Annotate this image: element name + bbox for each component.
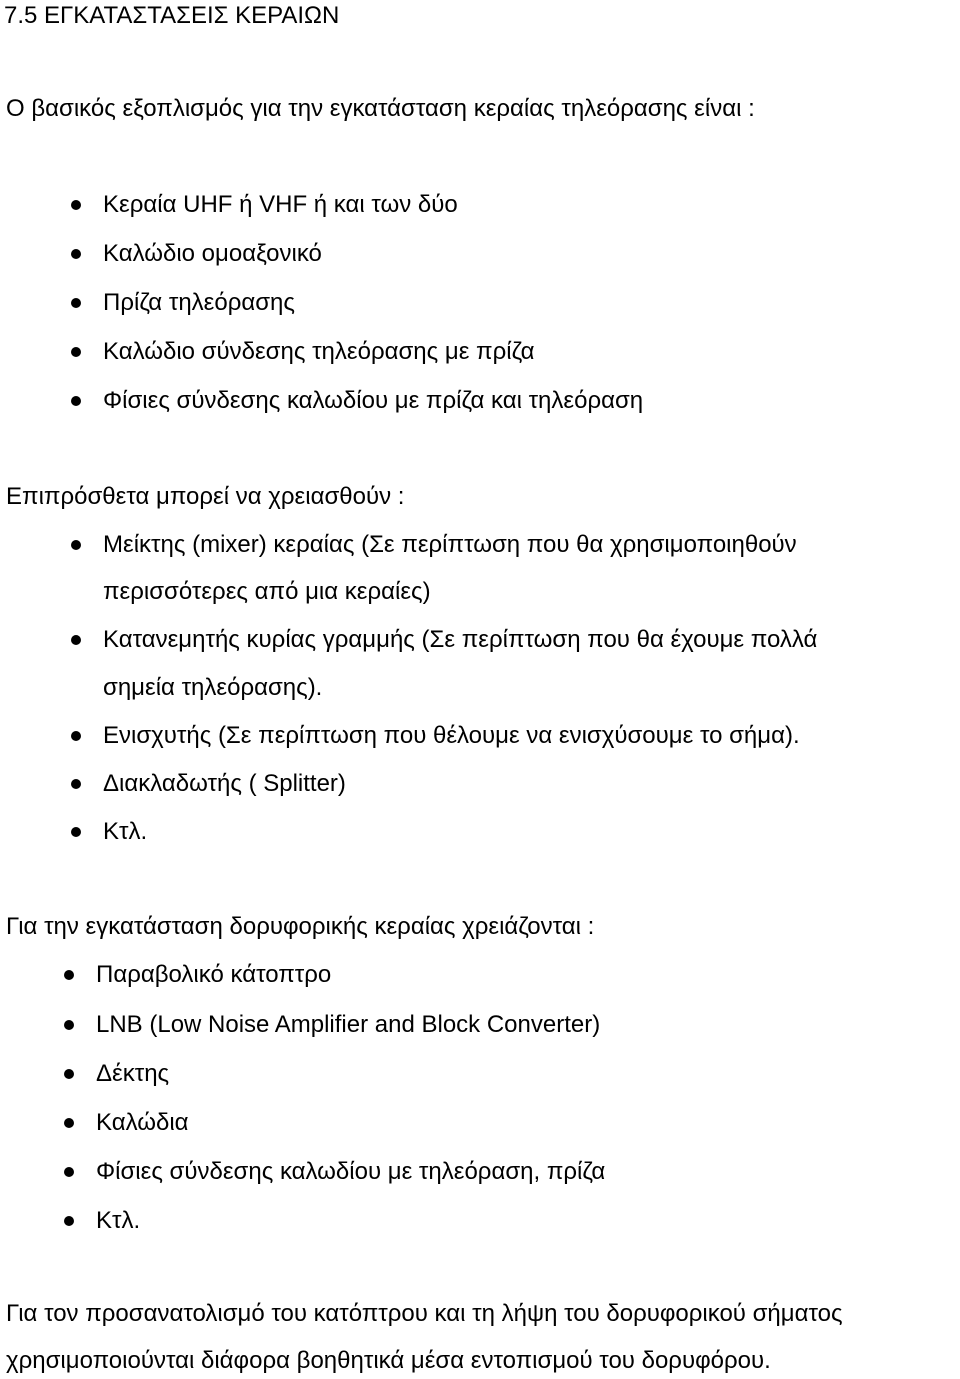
bullet-icon xyxy=(71,396,81,406)
bullet-icon xyxy=(64,1167,74,1177)
closing-paragraph-line1: Για τον προσανατολισμό του κατόπτρου και τη λήψη του δορυφορικού σήματος xyxy=(6,1300,843,1327)
list-item-text: Καλώδια xyxy=(96,1109,189,1136)
bullet-icon xyxy=(71,827,81,837)
list-item-text: Πρίζα τηλεόρασης xyxy=(103,289,295,316)
list-item-text: Παραβολικό κάτοπτρο xyxy=(96,961,332,988)
list-item-continuation: περισσότερες από μια κεραίες) xyxy=(103,578,431,605)
list-item-text: Φίσιες σύνδεσης καλωδίου με τηλεόραση, πρίζα xyxy=(96,1158,606,1185)
list-item-text: Φίσιες σύνδεσης καλωδίου με πρίζα και τηλεόραση xyxy=(103,387,644,414)
list-item-text: Διακλαδωτής ( Splitter) xyxy=(103,770,346,797)
intro-paragraph: Ο βασικός εξοπλισμός για την εγκατάσταση κεραίας τηλεόρασης είναι : xyxy=(6,95,755,122)
bullet-icon xyxy=(64,1020,74,1030)
bullet-icon xyxy=(64,970,74,980)
bullet-icon xyxy=(71,249,81,259)
bullet-icon xyxy=(64,1118,74,1128)
bullet-icon xyxy=(71,540,81,550)
list-item-text: Μείκτης (mixer) κεραίας (Σε περίπτωση που θα χρησιμοποιηθούν xyxy=(103,531,797,558)
list-item-text: Κεραία UHF ή VHF ή και των δύο xyxy=(103,191,458,218)
additional-intro: Επιπρόσθετα μπορεί να χρειασθούν : xyxy=(6,483,405,510)
list-item-text: Καλώδιο σύνδεσης τηλεόρασης με πρίζα xyxy=(103,338,535,365)
list-item-text: Κτλ. xyxy=(96,1207,141,1234)
list-item-continuation: σημεία τηλεόρασης). xyxy=(103,674,323,701)
list-item-text: LNB (Low Noise Amplifier and Block Converter) xyxy=(96,1011,601,1038)
list-item-text: Δέκτης xyxy=(96,1060,170,1087)
list-item-text: Καλώδιο ομοαξονικό xyxy=(103,240,322,267)
bullet-icon xyxy=(64,1216,74,1226)
bullet-icon xyxy=(71,200,81,210)
bullet-icon xyxy=(71,731,81,741)
list-item-text: Κτλ. xyxy=(103,818,148,845)
bullet-icon xyxy=(71,298,81,308)
closing-paragraph-line2: χρησιμοποιούνται διάφορα βοηθητικά μέσα εντοπισμού του δορυφόρου. xyxy=(6,1347,771,1374)
bullet-icon xyxy=(71,779,81,789)
satellite-intro: Για την εγκατάσταση δορυφορικής κεραίας χρειάζονται : xyxy=(6,913,595,940)
bullet-icon xyxy=(71,635,81,645)
list-item-text: Ενισχυτής (Σε περίπτωση που θέλουμε να ενισχύσουμε το σήμα). xyxy=(103,722,800,749)
bullet-icon xyxy=(64,1069,74,1079)
list-item-text: Κατανεμητής κυρίας γραμμής (Σε περίπτωση που θα έχουμε πολλά xyxy=(103,626,818,653)
section-heading: 7.5 ΕΓΚΑΤΑΣΤΑΣΕΙΣ ΚΕΡΑΙΩΝ xyxy=(4,2,340,29)
bullet-icon xyxy=(71,347,81,357)
